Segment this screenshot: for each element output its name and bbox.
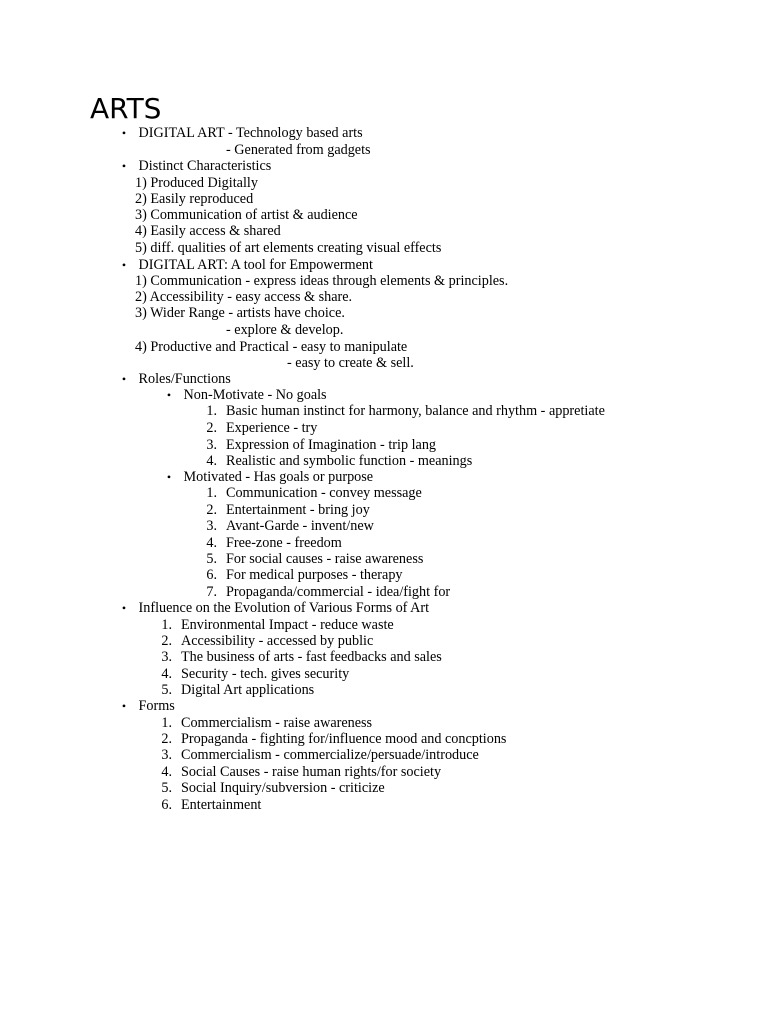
item-text: Motivated - Has goals or purpose (183, 469, 374, 485)
numbered-item (193, 502, 370, 518)
continuation-line: - Generated from gadgets (226, 142, 371, 158)
bullet-item (113, 698, 175, 714)
item-number: 3. (206, 518, 217, 534)
text-line: 4) Easily access & shared (135, 223, 281, 239)
item-text: Digital Art applications (181, 682, 315, 698)
numbered-item (148, 797, 261, 813)
numbered-item (148, 715, 372, 731)
item-text: Influence on the Evolution of Various Forms of Art (138, 600, 430, 616)
text-line: 3) Communication of artist & audience (135, 207, 358, 223)
item-text: Experience - try (226, 420, 318, 436)
text-line: 1) Communication - express ideas through elements & principles. (135, 273, 509, 289)
bullet-marker: • (121, 159, 127, 173)
numbered-item (148, 764, 441, 780)
sub-bullet-item (158, 387, 327, 403)
numbered-item (148, 666, 349, 682)
numbered-item (193, 437, 436, 453)
continuation-line: - explore & develop. (226, 322, 344, 338)
item-text: Social Causes - raise human rights/for society (181, 764, 442, 780)
item-text: Avant-Garde - invent/new (226, 518, 374, 534)
item-number: 4. (161, 666, 172, 682)
bullet-marker: • (121, 699, 127, 713)
item-number: 2. (161, 731, 172, 747)
numbered-item (193, 584, 450, 600)
item-text: DIGITAL ART: A tool for Empowerment (138, 257, 373, 273)
bullet-item (113, 371, 231, 387)
numbered-item (148, 780, 385, 796)
sub-bullet-item (158, 469, 373, 485)
item-number: 5. (161, 682, 172, 698)
text-line: 4) Productive and Practical - easy to manipulate (135, 339, 408, 355)
numbered-item (193, 535, 342, 551)
item-text: DIGITAL ART - Technology based arts (138, 125, 363, 141)
numbered-item (148, 633, 373, 649)
item-text: Free-zone - freedom (226, 535, 342, 551)
item-number: 4. (206, 453, 217, 469)
bullet-marker: • (121, 601, 127, 615)
item-text: The business of arts - fast feedbacks and sales (181, 649, 442, 665)
bullet-marker: • (166, 388, 172, 402)
item-number: 2. (161, 633, 172, 649)
item-text: Non-Motivate - No goals (183, 387, 327, 403)
item-number: 1. (161, 617, 172, 633)
item-text: Social Inquiry/subversion - criticize (181, 780, 385, 796)
item-number: 6. (206, 567, 217, 583)
numbered-item (193, 453, 472, 469)
item-number: 5. (161, 780, 172, 796)
text-line: 1) Produced Digitally (135, 175, 258, 191)
item-text: Entertainment (181, 797, 262, 813)
numbered-item (193, 420, 317, 436)
item-text: Security - tech. gives security (181, 666, 350, 682)
bullet-marker: • (166, 470, 172, 484)
bullet-marker: • (121, 258, 127, 272)
item-number: 3. (206, 437, 217, 453)
item-number: 2. (206, 502, 217, 518)
item-text: Distinct Characteristics (138, 158, 272, 174)
bullet-item (113, 158, 271, 174)
item-text: For medical purposes - therapy (226, 567, 403, 583)
item-text: Entertainment - bring joy (226, 502, 370, 518)
item-text: Communication - convey message (226, 485, 422, 501)
item-text: For social causes - raise awareness (226, 551, 424, 567)
item-number: 1. (161, 715, 172, 731)
bullet-item (113, 125, 363, 141)
item-text: Forms (138, 698, 175, 714)
item-text: Commercialism - raise awareness (181, 715, 373, 731)
item-text: Propaganda - fighting for/influence mood and concptions (181, 731, 507, 747)
text-line: 2) Accessibility - easy access & share. (135, 289, 353, 305)
bullet-marker: • (121, 372, 127, 386)
item-number: 3. (161, 649, 172, 665)
numbered-item (193, 518, 374, 534)
numbered-item (193, 551, 423, 567)
item-number: 5. (206, 551, 217, 567)
item-text: Realistic and symbolic function - meanings (226, 453, 473, 469)
item-number: 1. (206, 485, 217, 501)
text-line: 5) diff. qualities of art elements creating visual effects (135, 240, 442, 256)
page-title: ARTS (90, 92, 162, 125)
text-line: 3) Wider Range - artists have choice. (135, 305, 345, 321)
item-text: Roles/Functions (138, 371, 231, 387)
item-number: 4. (161, 764, 172, 780)
item-number: 2. (206, 420, 217, 436)
numbered-item (193, 403, 605, 419)
item-number: 7. (206, 584, 217, 600)
numbered-item (148, 731, 506, 747)
numbered-item (148, 649, 442, 665)
item-text: Propaganda/commercial - idea/fight for (226, 584, 451, 600)
item-text: Environmental Impact - reduce waste (181, 617, 394, 633)
item-text: Accessibility - accessed by public (181, 633, 374, 649)
numbered-item (193, 485, 422, 501)
numbered-item (148, 682, 314, 698)
bullet-marker: • (121, 126, 127, 140)
numbered-item (148, 617, 394, 633)
numbered-item (193, 567, 403, 583)
item-number: 3. (161, 747, 172, 763)
item-number: 1. (206, 403, 217, 419)
bullet-item (113, 600, 429, 616)
continuation-line: - easy to create & sell. (287, 355, 414, 371)
item-text: Commercialism - commercialize/persuade/introduce (181, 747, 479, 763)
text-line: 2) Easily reproduced (135, 191, 254, 207)
item-text: Expression of Imagination - trip lang (226, 437, 437, 453)
bullet-item (113, 257, 373, 273)
numbered-item (148, 747, 479, 763)
item-number: 4. (206, 535, 217, 551)
item-text: Basic human instinct for harmony, balance and rhythm - appretiate (226, 403, 605, 419)
item-number: 6. (161, 797, 172, 813)
